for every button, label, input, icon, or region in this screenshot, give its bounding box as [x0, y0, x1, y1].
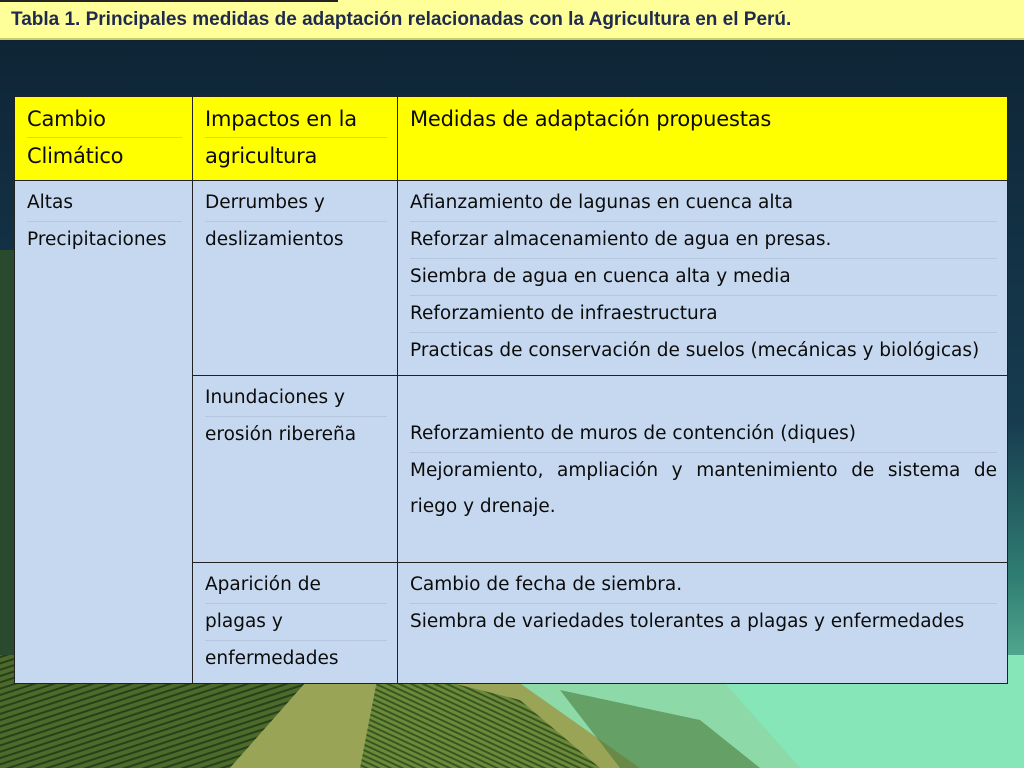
adaptation-measures-table — [14, 96, 1008, 684]
measures-cell — [398, 181, 1008, 376]
measure-item: Siembra de agua en cuenca alta y media — [410, 259, 997, 296]
measures-cell — [398, 376, 1008, 563]
cell-line: Inundaciones y — [205, 380, 387, 417]
title-decoration-line — [0, 0, 338, 2]
measure-item: Reforzar almacenamiento de agua en presas. — [410, 222, 997, 259]
header-cell-line: Cambio — [27, 101, 182, 138]
measure-item: Afianzamiento de lagunas en cuenca alta — [410, 185, 997, 222]
impact-cell — [193, 181, 398, 376]
slide-title: Tabla 1. Principales medidas de adaptación relacionadas con la Agricultura en el Perú. — [11, 9, 792, 30]
cell-line: Aparición de — [205, 567, 387, 604]
cell-line: Derrumbes y — [205, 185, 387, 222]
header-cambio-climatico — [15, 97, 193, 181]
cell-line: erosión ribereña — [205, 424, 357, 445]
impact-cell — [193, 376, 398, 563]
header-medidas — [398, 97, 1008, 181]
measure-item: Cambio de fecha de siembra. — [410, 567, 997, 604]
measure-item: Reforzamiento de muros de contención (diques) — [410, 416, 997, 453]
header-cell-line: Climático — [27, 144, 124, 168]
measure-item: Siembra de variedades tolerantes a plagas y enfermedades — [410, 611, 965, 632]
table-row — [15, 181, 1008, 376]
header-cell-line: Impactos en la — [205, 101, 387, 138]
cell-line: Altas — [27, 185, 182, 222]
cell-line: plagas y — [205, 604, 387, 641]
cell-spacer — [410, 380, 997, 416]
header-cell-line: agricultura — [205, 144, 318, 168]
cell-line: enfermedades — [205, 648, 339, 669]
measures-cell — [398, 563, 1008, 684]
impact-cell — [193, 563, 398, 684]
measure-item: Mejoramiento, ampliación y mantenimiento de sistema de riego y drenaje. — [410, 460, 997, 517]
table-header-row — [15, 97, 1008, 181]
title-bar — [0, 0, 1024, 40]
measure-item: Practicas de conservación de suelos (mecánicas y biológicas) — [410, 340, 980, 361]
measure-item: Reforzamiento de infraestructura — [410, 296, 997, 333]
cell-line: Precipitaciones — [27, 229, 167, 250]
climate-change-cell — [15, 181, 193, 684]
header-cell-line: Medidas de adaptación propuestas — [410, 107, 772, 131]
header-impactos — [193, 97, 398, 181]
cell-line: deslizamientos — [205, 229, 344, 250]
